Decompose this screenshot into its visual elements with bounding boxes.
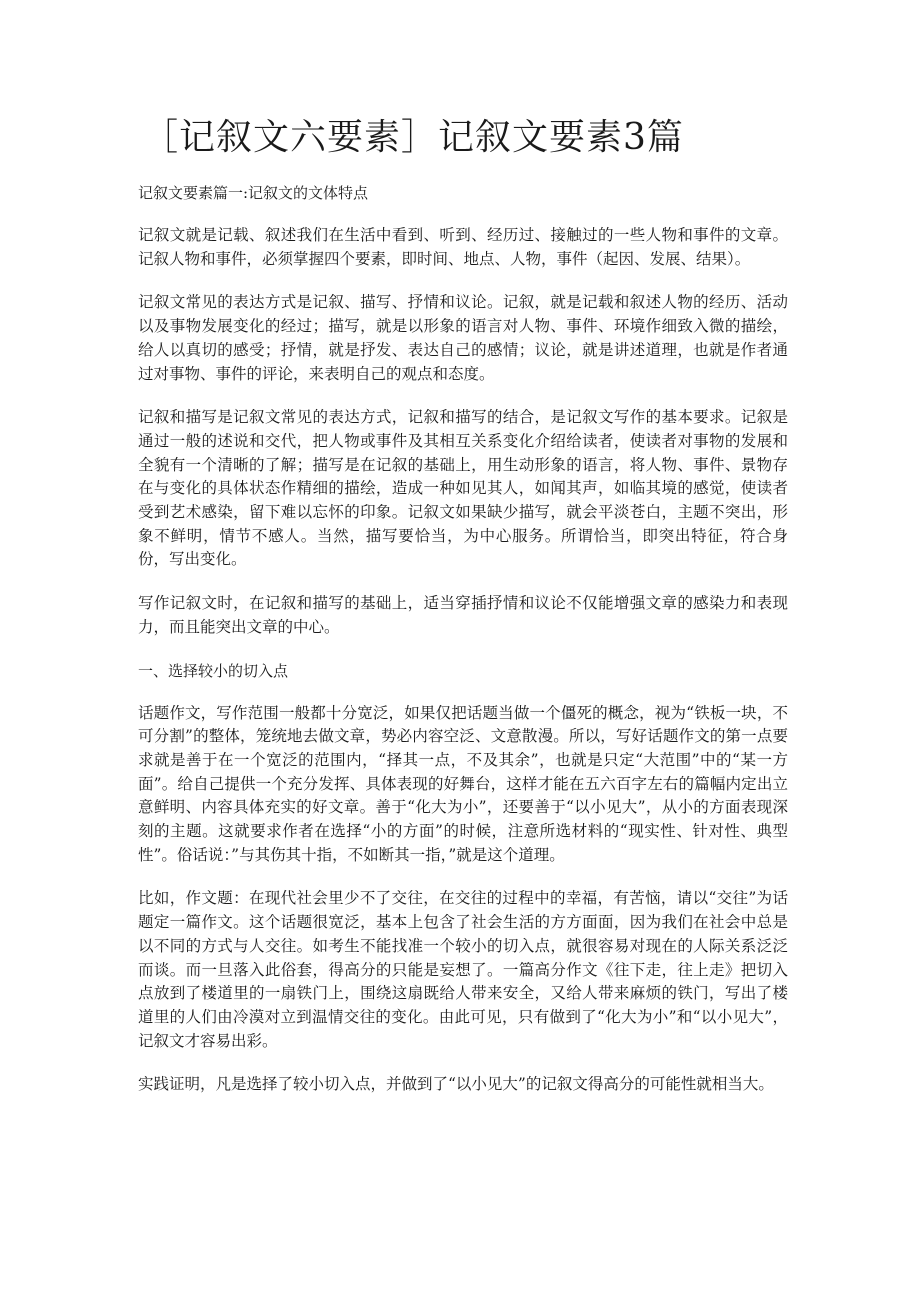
document-subtitle: 记叙文要素篇一:记叙文的文体特点 xyxy=(138,184,369,202)
document-page xyxy=(138,108,788,1097)
paragraph-example: 比如，作文题：在现代社会里少不了交往，在交往的过程中的幸福，有苦恼，请以“交往”为话题定一篇作文。这个话题很宽泛，基本上包含了社会生活的方方面面，因为我们在社会中总是以不同的方式与人交往。如考生不能找准一个较小的切入点，就很容易对现在的人际关系泛泛而谈。而一旦落入此俗套，得高分的只能是妄想了。一篇高分作文《往下走，往上走》把切入点放到了楼道里的一扇铁门上，围绕这扇既给人带来安全，又给人带来麻烦的铁门，写出了楼道里的人们由冷漠对立到温情交往的变化。由此可见，只有做到了“化大为小”和“以小见大”，记叙文才容易出彩。 xyxy=(138,889,788,1050)
paragraph-definition: 记叙文就是记载、叙述我们在生活中看到、听到、经历过、接触过的一些人物和事件的文章。记叙人物和事件，必须掌握四个要素，即时间、地点、人物，事件（起因、发展、结果）。 xyxy=(138,226,788,268)
paragraph-conclusion: 实践证明，凡是选择了较小切入点，并做到了“以小见大”的记叙文得高分的可能性就相当大。 xyxy=(138,1075,774,1094)
section-heading: 一、选择较小的切入点 xyxy=(138,661,289,680)
document-title: ［记叙文六要素］记叙文要素3篇 xyxy=(142,117,684,158)
paragraph-topic-essay: 话题作文，写作范围一般都十分宽泛，如果仅把话题当做一个僵死的概念，视为“铁板一块，不可分割”的整体，笼统地去做文章，势必内容空泛、文意散漫。所以，写好话题作文的第一点要求就是善于在一个宽泛的范围内，“择其一点，不及其余”，也就是只定“大范围”中的“某一方面”。给自己提供一个充分发挥、具体表现的好舞台，这样才能在五六百字左右的篇幅内定出立意鲜明、内容具体充实的好文章。善于“化大为小”，还要善于“以小见大”，从小的方面表现深刻的主题。这就要求作者在选择“小的方面”的时候，注意所选材料的“现实性、针对性、典型性”。俗话说：”与其伤其十指，不如断其一指，”就是这个道理。 xyxy=(138,703,788,864)
paragraph-lyric-argument: 写作记叙文时，在记叙和描写的基础上，适当穿插抒情和议论不仅能增强文章的感染力和表现力，而且能突出文章的中心。 xyxy=(138,594,788,636)
paragraph-narration-description: 记叙和描写是记叙文常见的表达方式，记叙和描写的结合，是记叙文写作的基本要求。记叙是通过一般的述说和交代，把人物或事件及其相互关系变化介绍给读者，使读者对事物的发展和全貌有一个清晰的了解；描写是在记叙的基础上，用生动形象的语言，将人物、事件、景物存在与变化的具体状态作精细的描绘，造成一种如见其人，如闻其声，如临其境的感觉，使读者受到艺术感染，留下难以忘怀的印象。记叙文如果缺少描写，就会平淡苍白，主题不突出，形象不鲜明，情节不感人。当然，描写要恰当，为中心服务。所谓恰当，即突出特征，符合身份，写出变化。 xyxy=(138,408,788,569)
paragraph-expression-methods: 记叙文常见的表达方式是记叙、描写、抒情和议论。记叙，就是记载和叙述人物的经历、活动以及事物发展变化的经过；描写，就是以形象的语言对人物、事件、环境作细致入微的描绘，给人以真切的感受；抒情，就是抒发、表达自己的感情；议论，就是讲述道理，也就是作者通过对事物、事件的评论，来表明自己的观点和态度。 xyxy=(138,293,788,383)
